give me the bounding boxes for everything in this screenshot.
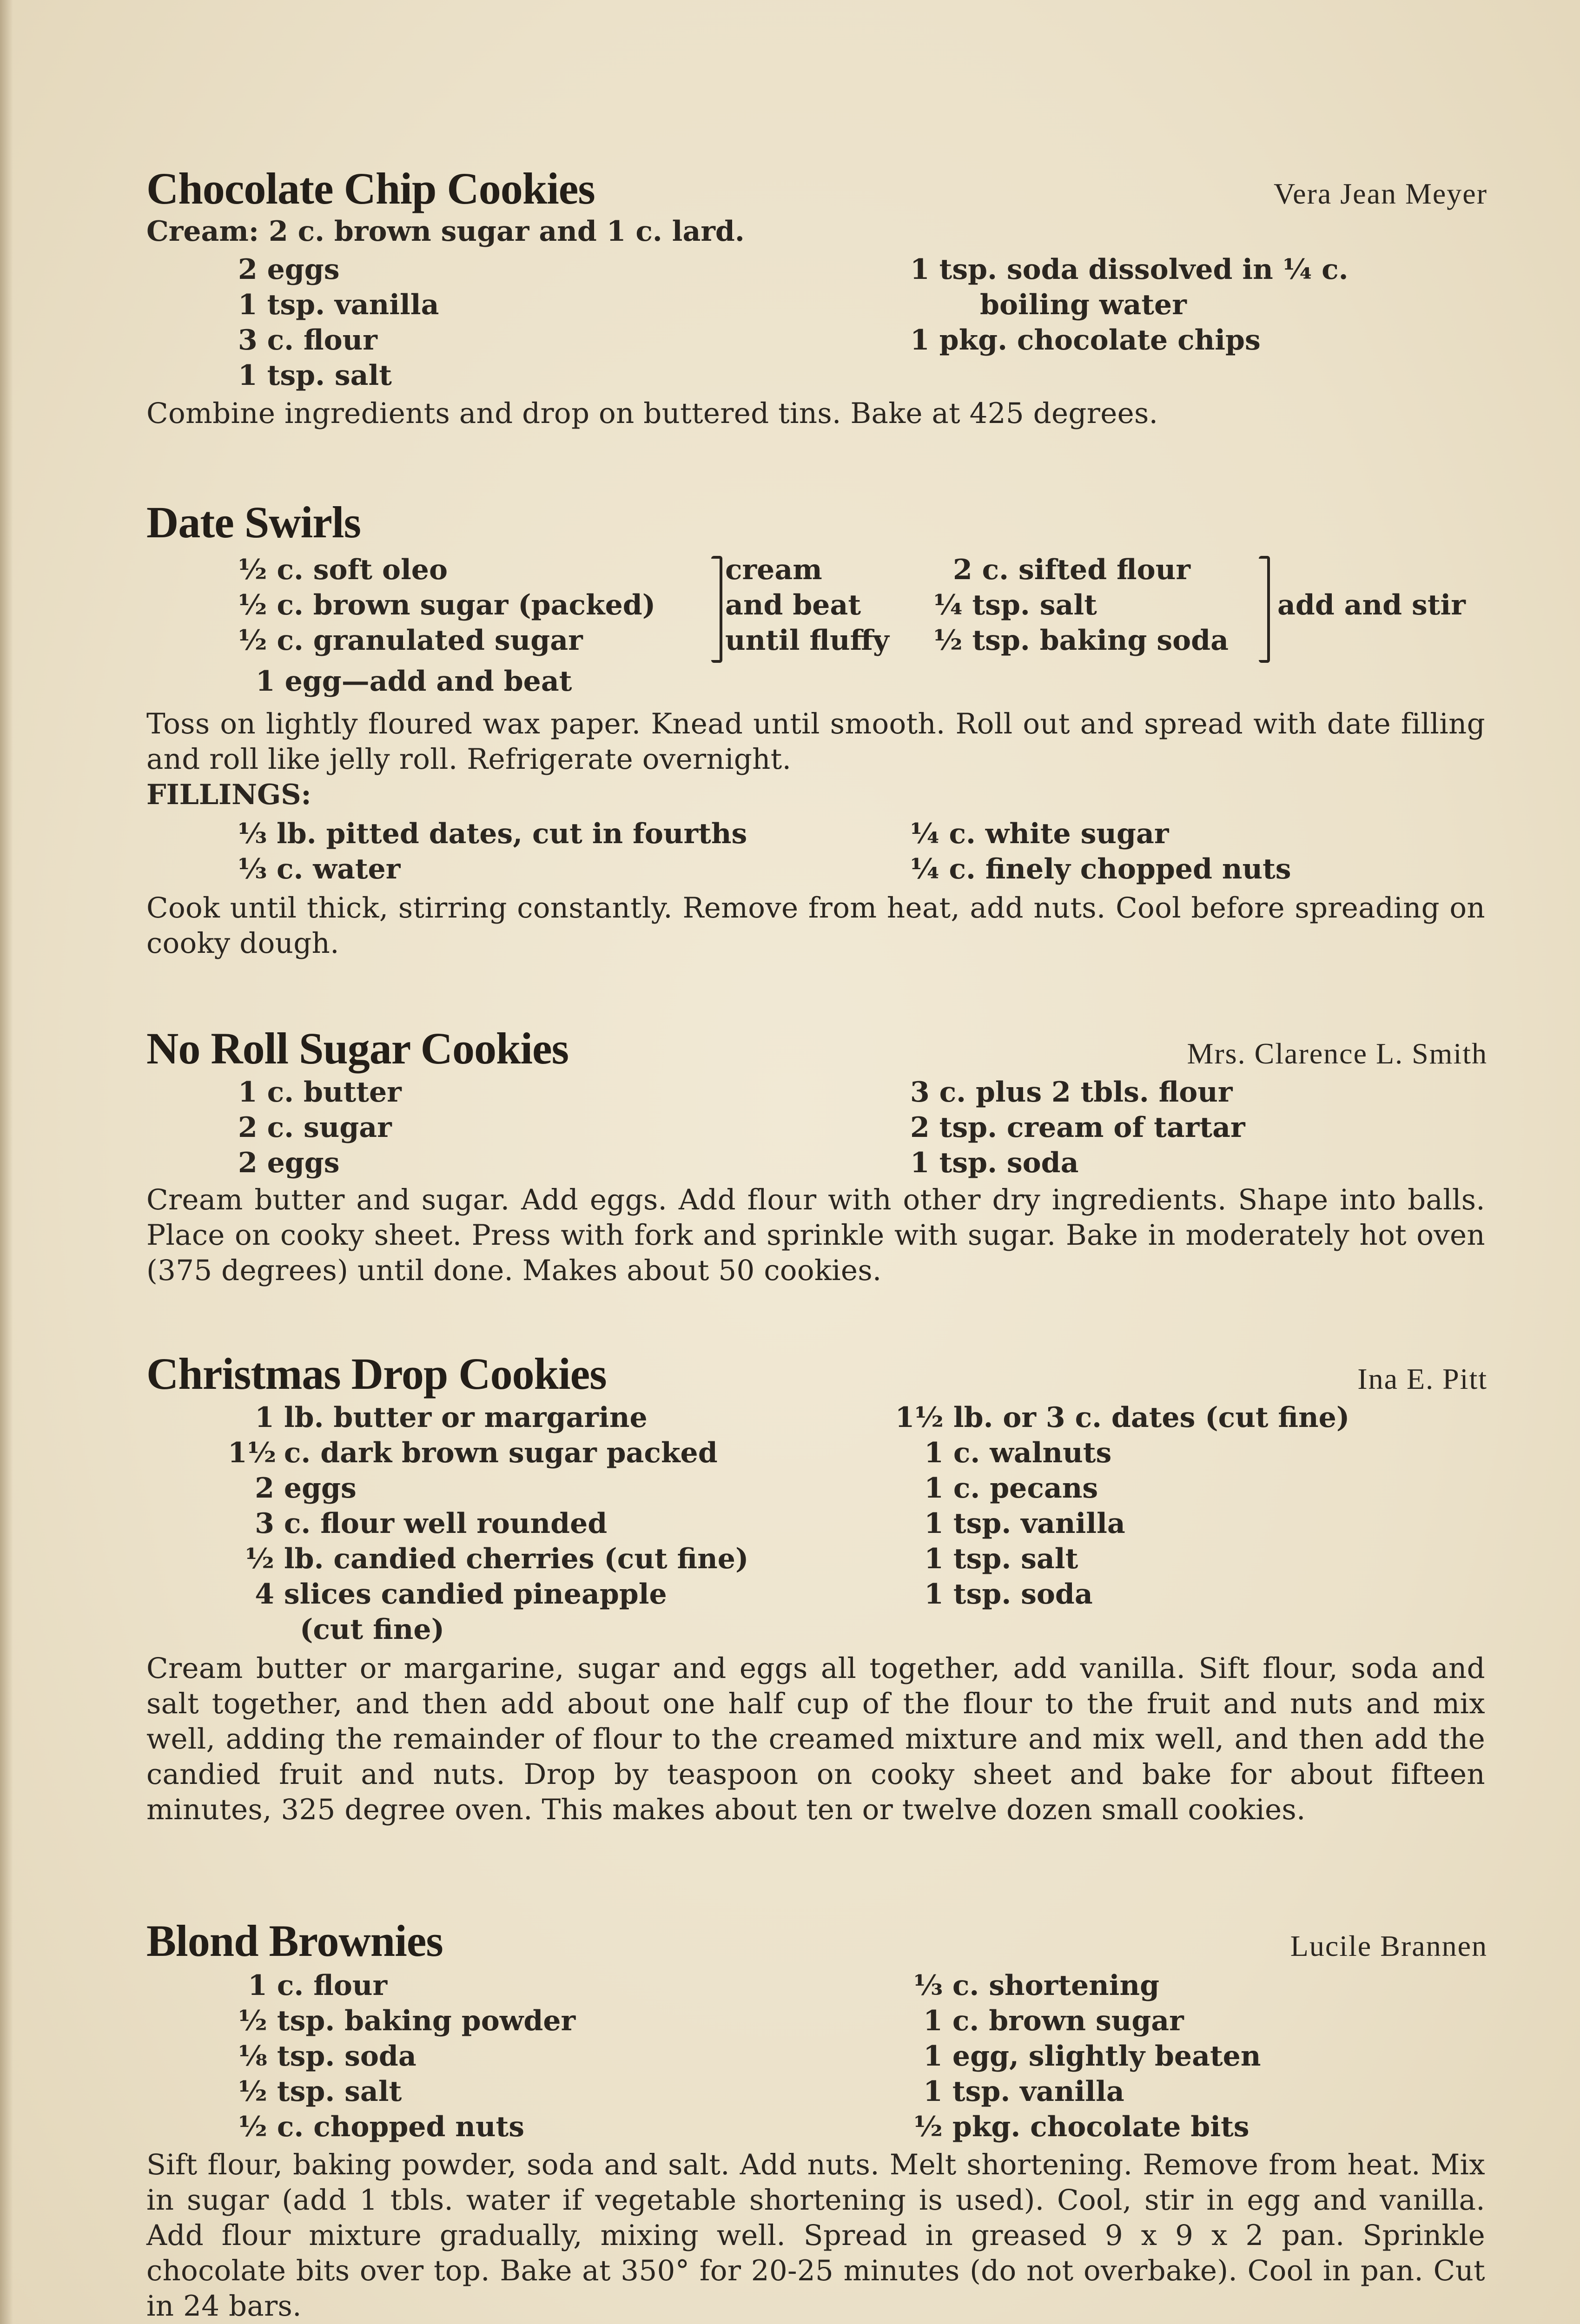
quantity: 1 xyxy=(248,1969,267,2002)
quantity: 1½ xyxy=(895,1401,944,1434)
recipe-header xyxy=(146,496,1485,552)
ingredient xyxy=(910,1968,1261,2003)
ingredient xyxy=(235,2074,575,2109)
fillings-label: FILLINGS: xyxy=(146,779,311,811)
ingredients-left xyxy=(238,1075,402,1181)
item: c. shortening xyxy=(952,1969,1160,2002)
item: lb. butter or margarine xyxy=(284,1401,648,1434)
quantity: ⅛ xyxy=(238,2040,267,2073)
ingredient xyxy=(228,1541,748,1577)
recipe-header xyxy=(146,1348,1485,1404)
ingredient: 1 pkg. chocolate chips xyxy=(910,324,1261,357)
ingredients xyxy=(146,1075,1485,1182)
recipe-blond-brownies xyxy=(146,1915,1485,2324)
ingredient: 1 tsp. salt xyxy=(238,359,392,392)
item: tsp. salt xyxy=(953,1543,1078,1575)
item: lb. candied cherries (cut fine) xyxy=(284,1543,749,1575)
recipe-header xyxy=(146,1023,1485,1078)
ingredient: 2 c. sugar xyxy=(238,1111,392,1144)
ingredients-left xyxy=(238,552,655,658)
item: c. pecans xyxy=(953,1472,1098,1505)
ingredients-left xyxy=(228,1400,748,1647)
ingredient xyxy=(228,1435,748,1471)
ingredient: boiling water xyxy=(980,289,1187,321)
recipe-no-roll-sugar-cookies xyxy=(146,1023,1485,1288)
ingredient xyxy=(890,1541,1349,1577)
ingredient xyxy=(235,2039,575,2074)
ingredients-left xyxy=(235,1968,575,2145)
ingredient: 1 tsp. soda xyxy=(910,1147,1079,1179)
recipe-author: Ina E. Pitt xyxy=(1357,1362,1487,1395)
ingredient: ¼ c. finely chopped nuts xyxy=(910,853,1291,885)
item: tsp. vanilla xyxy=(953,1507,1125,1540)
quantity: 1 xyxy=(924,1437,944,1469)
bracket-left-group xyxy=(711,556,722,663)
item: lb. or 3 c. dates (cut fine) xyxy=(953,1401,1350,1434)
ingredients-right xyxy=(933,552,1229,658)
quantity: 1 xyxy=(924,1578,944,1611)
ingredient-egg: 1 egg—add and beat xyxy=(256,665,572,698)
ingredient: ¼ tsp. salt xyxy=(933,589,1097,621)
bracket-right-group xyxy=(1259,556,1270,663)
ingredient: 2 eggs xyxy=(238,253,340,286)
recipe-christmas-drop-cookies xyxy=(146,1348,1485,1828)
ingredients-right xyxy=(910,1075,1245,1181)
ingredient: ½ c. brown sugar (packed) xyxy=(238,589,656,621)
quantity: 1 xyxy=(255,1401,274,1434)
recipe-title: Christmas Drop Cookies xyxy=(146,1349,607,1399)
ingredients-left xyxy=(238,252,439,393)
item: c. chopped nuts xyxy=(277,2111,525,2143)
item: pkg. chocolate bits xyxy=(952,2111,1249,2143)
ingredient xyxy=(228,1577,748,1612)
item: c. flour xyxy=(277,1969,388,2002)
ingredient xyxy=(228,1506,748,1541)
quantity: 1 xyxy=(923,2075,943,2108)
recipe-directions: Sift flour, baking powder, soda and salt. Add nuts. Melt shortening. Remove from heat. Mix in sugar (add 1 tbls. water if vegetable shortening is used). Cool, stir in egg and vanilla. Add flour mixture gradually, mixing well. Spread in greased 9 x 9 x 2 pan. Sprinkle chocolate bits over top. Bake at 350° for 20-25 minutes (do not overbake). Cool in pan. Cut in 24 bars. xyxy=(146,2148,1485,2323)
recipe-directions: Cream butter and sugar. Add eggs. Add flour with other dry ingredients. Shape into balls. Place on cooky sheet. Press with fork and sprinkle with sugar. Bake in moderately hot oven (375 degrees) until done. Makes about 50 cookies. xyxy=(146,1183,1485,1287)
instruction: until fluffy xyxy=(725,624,889,657)
quantity: ½ xyxy=(238,2111,267,2143)
ingredient xyxy=(890,1400,1349,1435)
ingredient xyxy=(235,2109,575,2145)
quantity: 2 xyxy=(255,1472,274,1505)
quantity: 3 xyxy=(255,1507,274,1540)
recipe-date-swirls xyxy=(146,496,1485,961)
ingredient xyxy=(235,1968,575,2003)
ingredient xyxy=(890,1471,1349,1506)
filling-directions: Cook until thick, stirring constantly. Remove from heat, add nuts. Cool before spreading on cooky dough. xyxy=(146,891,1485,960)
ingredients xyxy=(146,1400,1485,1651)
item: c. brown sugar xyxy=(952,2005,1184,2037)
quantity: ½ xyxy=(238,2005,267,2037)
ingredients-right xyxy=(890,1400,1349,1612)
quantity: 4 xyxy=(255,1578,274,1611)
page-binding-shadow xyxy=(0,0,13,2324)
ingredients xyxy=(146,552,1485,664)
recipe-header xyxy=(146,1915,1485,1971)
recipe-directions: Cream butter or margarine, sugar and eggs all together, add vanilla. Sift flour, soda and salt together, and then add about one half cup of the flour to the fruit and nuts and mix well, adding the remainder of flour to the creamed mixture and mix well, and then add the candied fruit and nuts. Drop by teaspoon on cooky sheet and bake for about fifteen minutes, 325 degree oven. This makes about ten or twelve dozen small cookies. xyxy=(146,1652,1485,1826)
ingredient xyxy=(910,2039,1261,2074)
ingredients-right xyxy=(910,1968,1261,2145)
ingredient: ½ c. soft oleo xyxy=(238,554,448,586)
ingredient: 3 c. plus 2 tbls. flour xyxy=(910,1076,1233,1109)
ingredient xyxy=(910,2003,1261,2039)
recipe-directions: Combine ingredients and drop on buttered tins. Bake at 425 degrees. xyxy=(146,397,1158,430)
ingredient xyxy=(228,1400,748,1435)
item: tsp. vanilla xyxy=(952,2075,1124,2108)
ingredient: 2 c. sifted flour xyxy=(953,554,1190,586)
ingredient xyxy=(228,1471,748,1506)
instruction: and beat xyxy=(725,589,861,621)
ingredient: 1 c. butter xyxy=(238,1076,402,1109)
item: tsp. soda xyxy=(277,2040,416,2073)
quantity: ½ xyxy=(913,2111,943,2143)
filling-left xyxy=(238,816,747,887)
recipe-author: Lucile Brannen xyxy=(1290,1929,1487,1962)
ingredient: 2 tsp. cream of tartar xyxy=(910,1111,1245,1144)
ingredient: ¼ c. white sugar xyxy=(910,818,1169,850)
ingredient: 1 tsp. soda dissolved in ¼ c. xyxy=(910,253,1349,286)
item: tsp. baking powder xyxy=(277,2005,576,2037)
item: eggs xyxy=(284,1472,357,1505)
quantity: 1 xyxy=(923,2005,943,2037)
ingredient: ⅓ lb. pitted dates, cut in fourths xyxy=(238,818,747,850)
quantity: 1½ xyxy=(228,1437,277,1469)
recipe-title: No Roll Sugar Cookies xyxy=(146,1023,569,1073)
ingredient: 1 tsp. vanilla xyxy=(238,289,439,321)
recipe-title: Chocolate Chip Cookies xyxy=(146,164,595,213)
recipe-header xyxy=(146,163,1485,218)
recipe-directions: Toss on lightly floured wax paper. Knead until smooth. Roll out and spread with date filling and roll like jelly roll. Refrigerate overnight. xyxy=(146,707,1485,776)
item: c. dark brown sugar packed xyxy=(284,1437,718,1469)
item: c. flour well rounded xyxy=(284,1507,608,1540)
ingredient: 3 c. flour xyxy=(238,324,377,357)
right-group-note xyxy=(1277,588,1466,623)
ingredient xyxy=(890,1506,1349,1541)
recipe-author: Vera Jean Meyer xyxy=(1274,177,1487,210)
instruction: cream xyxy=(725,554,822,586)
quantity: ½ xyxy=(238,2075,267,2108)
item: slices candied pineapple xyxy=(284,1578,667,1611)
ingredients xyxy=(146,252,1485,396)
ingredient: ⅓ c. water xyxy=(238,853,401,885)
quantity: 1 xyxy=(924,1507,944,1540)
item: tsp. salt xyxy=(277,2075,402,2108)
quantity: 1 xyxy=(924,1543,944,1575)
ingredients-right xyxy=(910,252,1349,358)
recipe-intro: Cream: 2 c. brown sugar and 1 c. lard. xyxy=(146,215,745,248)
instruction: add and stir xyxy=(1277,589,1466,621)
recipe-title: Date Swirls xyxy=(146,497,361,547)
item: tsp. soda xyxy=(953,1578,1093,1611)
ingredient xyxy=(910,2074,1261,2109)
filling-right xyxy=(910,816,1291,887)
recipe-title: Blond Brownies xyxy=(146,1916,443,1966)
ingredient-continued: (cut fine) xyxy=(300,1613,444,1646)
recipe-author: Mrs. Clarence L. Smith xyxy=(1187,1037,1487,1070)
quantity: ⅓ xyxy=(913,1969,943,2002)
quantity: 1 xyxy=(923,2040,943,2073)
ingredient xyxy=(910,2109,1261,2145)
ingredient xyxy=(235,2003,575,2039)
ingredient xyxy=(890,1577,1349,1612)
ingredients xyxy=(146,1968,1485,2147)
quantity: ½ xyxy=(245,1543,274,1575)
item: c. walnuts xyxy=(953,1437,1112,1469)
recipe-chocolate-chip-cookies xyxy=(146,163,1485,431)
ingredient: ½ c. granulated sugar xyxy=(238,624,583,657)
ingredient: ½ tsp. baking soda xyxy=(933,624,1229,657)
ingredient xyxy=(890,1435,1349,1471)
filling-ingredients xyxy=(146,816,1485,891)
quantity: 1 xyxy=(924,1472,944,1505)
ingredient: 2 eggs xyxy=(238,1147,340,1179)
item: egg, slightly beaten xyxy=(952,2040,1261,2073)
ingredients-instruction xyxy=(725,552,889,658)
